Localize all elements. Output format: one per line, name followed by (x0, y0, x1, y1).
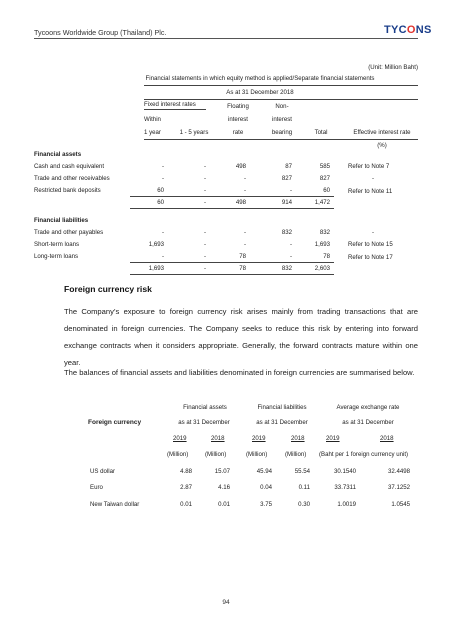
unit-label: (Unit: Million Baht) (368, 64, 418, 71)
t2-unit: (Million) (167, 451, 189, 458)
col-non-1: Non- (275, 103, 289, 110)
t2-year: 2019 (252, 435, 266, 442)
t2-year: 2018 (380, 435, 394, 442)
caption-rule (144, 85, 418, 86)
col-1year: 1 year (144, 129, 161, 136)
asat-rule (144, 99, 418, 100)
t2-h-liabilities: Financial liabilities (257, 404, 307, 411)
t2-year: 2018 (211, 435, 225, 442)
col-within: Within (144, 116, 161, 123)
table1-as-at: As at 31 December 2018 (226, 89, 294, 96)
fixed-rule (144, 109, 206, 110)
t2-year: 2019 (173, 435, 187, 442)
t2-year: 2019 (326, 435, 340, 442)
header-rule (34, 38, 418, 39)
t2-h-asat3: as at 31 December (342, 419, 394, 426)
company-logo: TYCONS (384, 24, 432, 36)
assets-total-rule (130, 208, 334, 209)
col-fixed: Fixed interest rates (144, 101, 196, 108)
t2-h-asat1: as at 31 December (178, 419, 230, 426)
t2-year: 2018 (291, 435, 305, 442)
liab-total-rule (130, 274, 334, 275)
table1-caption: Financial statements in which equity method is applied/Separate financial statements (145, 75, 375, 82)
col-floating-1: Floating (227, 103, 249, 110)
col-floating-3: rate (232, 129, 244, 136)
t2-unit: (Million) (246, 451, 268, 458)
header-bottom-rule (144, 139, 418, 140)
col-non-3: bearing (271, 129, 293, 136)
assets-subtotal-rule (130, 196, 334, 197)
col-non-2: interest (272, 116, 292, 123)
paragraph-1: The Company’s exposure to foreign currency risk arises mainly from trading transactions that are denominated in foreign currencies. The Company seeks to reduce this risk by entering into forward exchange contracts when it considers appropriate. Generally, the forward contracts mature within one year. (64, 307, 418, 367)
t2-unit: (Million) (285, 451, 307, 458)
paragraph-2: The balances of financial assets and liabilities denominated in foreign currencies are summarised below. (64, 368, 415, 377)
t2-h-asat2: as at 31 December (256, 419, 308, 426)
liabilities-title: Financial liabilities (34, 217, 89, 224)
liab-subtotal-rule (130, 262, 334, 263)
t2-h-currency: Foreign currency (88, 419, 142, 426)
assets-title: Financial assets (34, 151, 82, 158)
t2-h-assets: Financial assets (183, 404, 227, 411)
col-floating-2: interest (228, 116, 248, 123)
t2-unit: (Million) (205, 451, 227, 458)
col-eir: Effective interest rate (353, 129, 411, 136)
page-number: 94 (222, 599, 230, 606)
company-name: Tycoons Worldwide Group (Thailand) Plc. (34, 28, 167, 37)
col-total: Total (314, 129, 328, 136)
t2-h-rate: Average exchange rate (336, 404, 400, 411)
col-eir-unit: (%) (377, 142, 387, 149)
section-title: Foreign currency risk (64, 284, 152, 294)
col-1to5: 1 - 5 years (179, 129, 209, 136)
t2-unit-rate: (Baht per 1 foreign currency unit) (319, 451, 409, 458)
